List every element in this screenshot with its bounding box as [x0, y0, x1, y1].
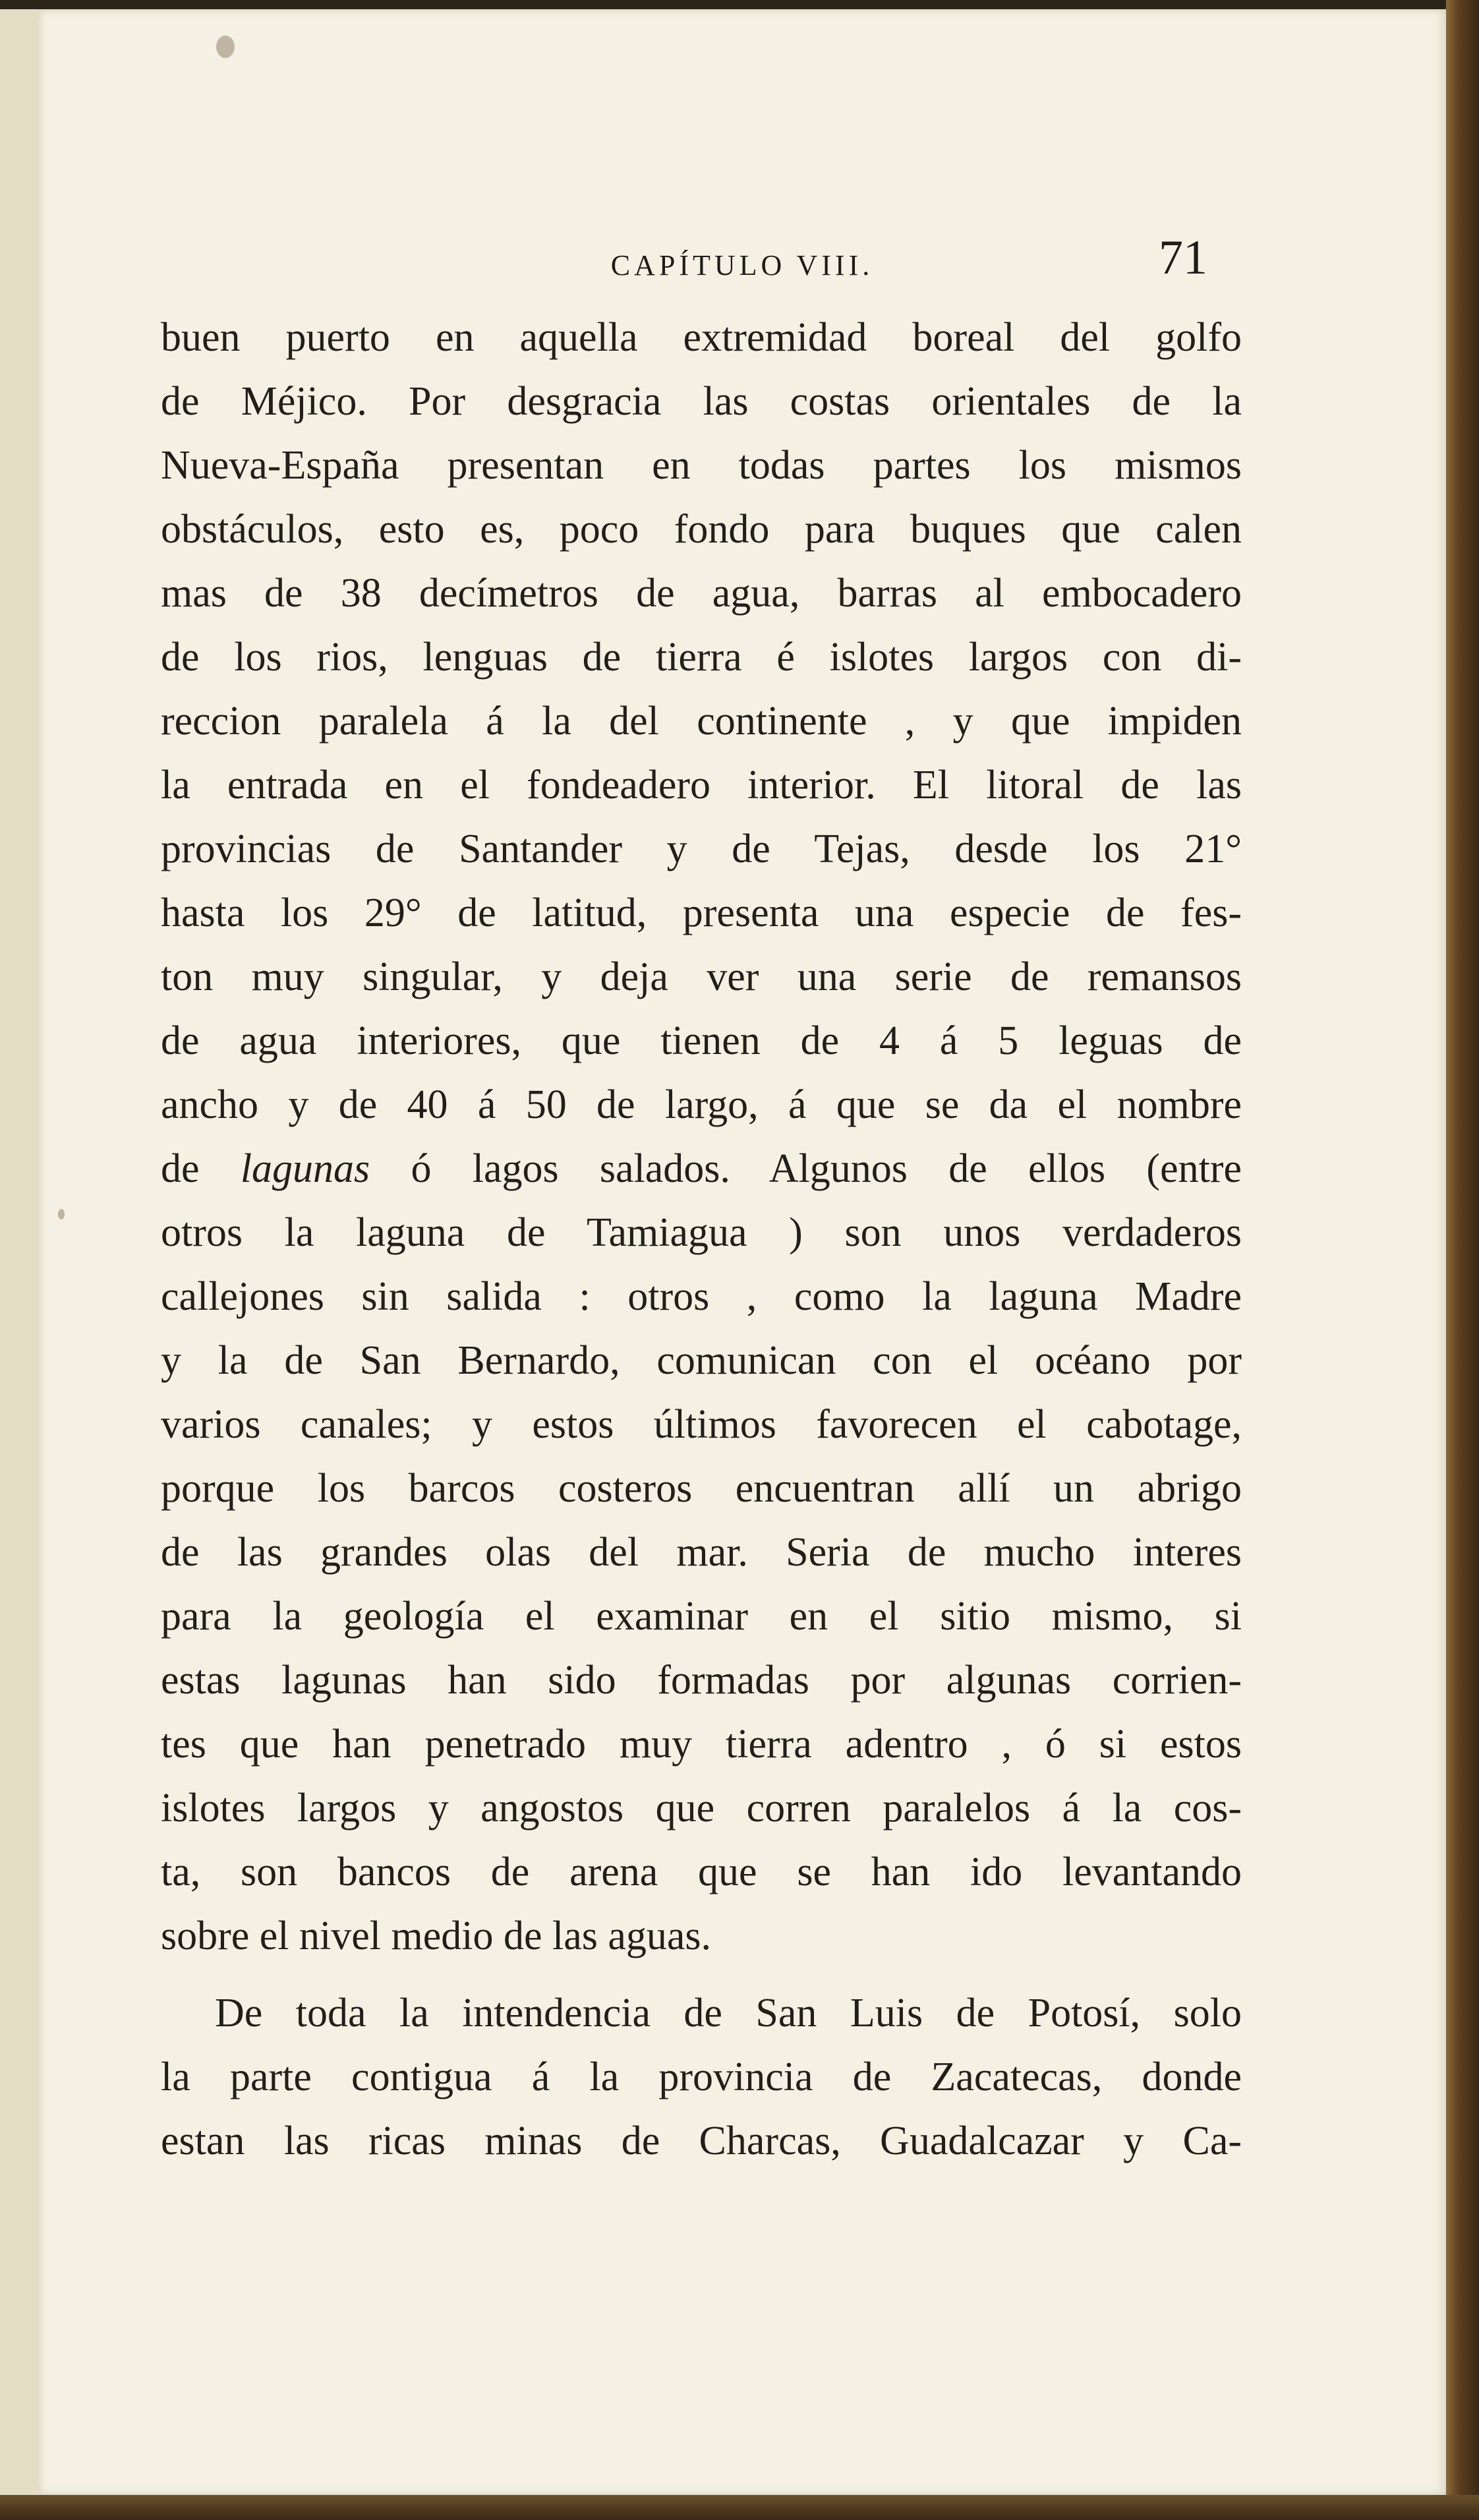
- paragraph-2: [161, 1981, 1242, 2173]
- scan-top-edge: [0, 0, 1479, 9]
- scan-bottom-edge: [0, 2495, 1479, 2520]
- text-line: buen puerto en aquella extremidad boreal del golfo: [161, 315, 1242, 360]
- ink-mark: [58, 1209, 65, 1219]
- text-line: de las grandes olas del mar. Seria de mucho interes: [161, 1530, 1242, 1575]
- italic-term-lagunas: lagunas: [240, 1146, 370, 1191]
- text-line: mas de 38 decímetros de agua, barras al embocadero: [161, 571, 1242, 616]
- ink-blot: [216, 36, 235, 58]
- text-line: y la de San Bernardo, comunican con el océano por: [161, 1338, 1242, 1383]
- text-line: Nueva-España presentan en todas partes los mismos: [161, 443, 1242, 488]
- text-line: De toda la intendencia de San Luis de Potosí, solo: [215, 1991, 1242, 2036]
- text-line-lagunas: [161, 1137, 1242, 1201]
- text-line: estas lagunas han sido formadas por algunas corrien-: [161, 1658, 1242, 1703]
- body-text: [161, 306, 1242, 2173]
- chapter-title: CAPÍTULO VIII.: [610, 249, 874, 281]
- text-line: ta, son bancos de arena que se han ido levantando: [161, 1850, 1242, 1894]
- running-header: [38, 230, 1446, 296]
- text-line: tes que han penetrado muy tierra adentro , ó si estos: [161, 1722, 1242, 1767]
- text-line: varios canales; y estos últimos favorecen el cabotage,: [161, 1402, 1242, 1447]
- page-number: 71: [1159, 231, 1207, 285]
- paragraph-gap: [161, 1968, 1242, 1981]
- text-fragment: ó lagos salados. Algunos de ellos (entre: [370, 1146, 1242, 1191]
- text-line: islotes largos y angostos que corren paralelos á la cos-: [161, 1786, 1242, 1831]
- text-line: para la geología el examinar en el sitio mismo, si: [161, 1594, 1242, 1639]
- book-page: [38, 9, 1446, 2495]
- text-line: porque los barcos costeros encuentran allí un abrigo: [161, 1466, 1242, 1511]
- text-line: obstáculos, esto es, poco fondo para buques que calen: [161, 507, 1242, 552]
- text-line: la entrada en el fondeadero interior. El litoral de las: [161, 763, 1242, 807]
- text-line: de agua interiores, que tienen de 4 á 5 leguas de: [161, 1018, 1242, 1063]
- book-spine-edge: [1446, 0, 1479, 2520]
- text-line: ton muy singular, y deja ver una serie de remansos: [161, 954, 1242, 999]
- text-line: provincias de Santander y de Tejas, desde los 21°: [161, 827, 1242, 871]
- text-line: de los rios, lenguas de tierra é islotes largos con di-: [161, 635, 1242, 680]
- text-line: sobre el nivel medio de las aguas.: [161, 1914, 712, 1958]
- text-line: otros la laguna de Tamiagua ) son unos verdaderos: [161, 1210, 1242, 1255]
- text-line: de Méjico. Por desgracia las costas orientales de la: [161, 379, 1242, 424]
- text-line: estan las ricas minas de Charcas, Guadalcazar y Ca-: [161, 2119, 1242, 2163]
- text-line: hasta los 29° de latitud, presenta una especie de fes-: [161, 891, 1242, 935]
- paragraph-1: [161, 306, 1242, 1968]
- text-line: ancho y de 40 á 50 de largo, á que se da el nombre: [161, 1082, 1242, 1127]
- text-line: la parte contigua á la provincia de Zacatecas, donde: [161, 2055, 1242, 2099]
- text-line: reccion paralela á la del continente , y que impiden: [161, 699, 1242, 744]
- text-line: callejones sin salida : otros , como la laguna Madre: [161, 1274, 1242, 1319]
- text-fragment: de: [161, 1146, 241, 1191]
